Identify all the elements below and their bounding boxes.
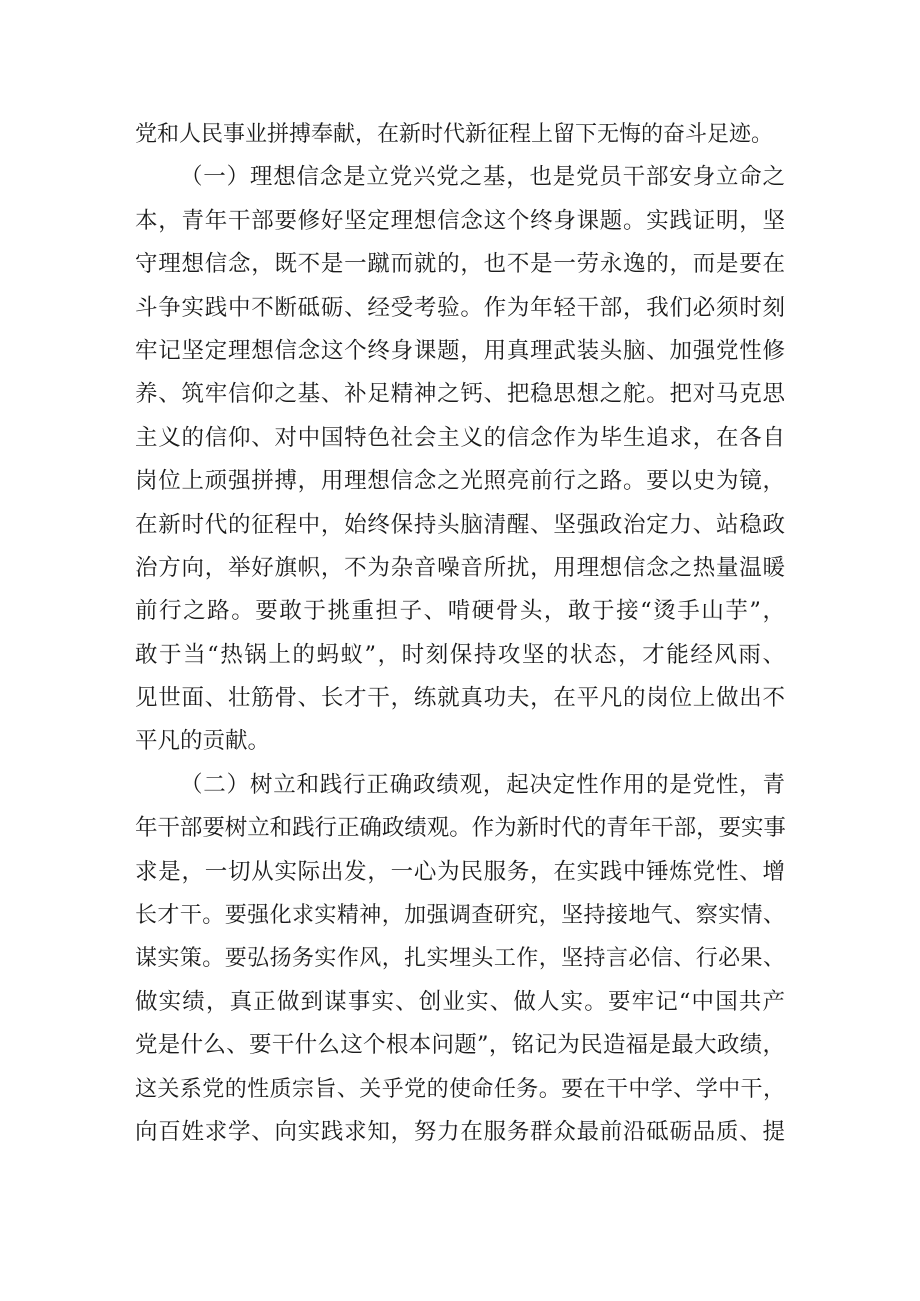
text-line: 在新时代的征程中，始终保持头脑清醒、坚强政治定力、站稳政 [135,511,785,538]
text-line: 这关系党的性质宗旨、关乎党的使命任务。要在干中学、学中干， [135,1076,785,1102]
text-line: 前行之路。要敢于挑重担子、啃硬骨头，敢于接“烫手山芋”， [135,598,785,625]
text-line: 做实绩，真正做到谋事实、创业实、做人实。要牢记“中国共产 [135,988,785,1015]
text-line: 治方向，举好旗帜，不为杂音噪音所扰，用理想信念之热量温暖 [135,554,785,581]
paragraph-1-first-line: （一）理想信念是立党兴党之基，也是党员干部安身立命之 [180,164,785,191]
text-line: 求是，一切从实际出发，一心为民服务，在实践中锤炼党性、增 [135,858,785,885]
text-line: 党和人民事业拼搏奉献，在新时代新征程上留下无悔的奋斗足迹。 [135,122,774,147]
document-body [135,113,785,1154]
text-line: 岗位上顽强拼搏，用理想信念之光照亮前行之路。要以史为镜， [135,468,785,495]
text-line: 斗争实践中不断砥砺、经受考验。作为年轻干部，我们必须时刻 [135,294,785,321]
text-line: 向百姓求学、向实践求知，努力在服务群众最前沿砥砺品质、提 [135,1118,785,1145]
text-line: 年干部要树立和践行正确政绩观。作为新时代的青年干部，要实事 [135,815,785,842]
text-line: 见世面、壮筋骨、长才干，练就真功夫，在平凡的岗位上做出不 [135,685,785,712]
text-line: 主义的信仰、对中国特色社会主义的信念作为毕生追求，在各自 [135,424,785,451]
text-line: 党是什么、要干什么这个根本问题”，铭记为民造福是最大政绩， [135,1032,785,1059]
text-line: 长才干。要强化求实精神，加强调查研究，坚持接地气、察实情、 [135,903,785,929]
text-line: 敢于当“热锅上的蚂蚁”，时刻保持攻坚的状态，才能经风雨、 [135,641,785,668]
text-line: 牢记坚定理想信念这个终身课题，用真理武装头脑、加强党性修 [135,337,785,364]
paragraph-2-first-line: （二）树立和践行正确政绩观，起决定性作用的是党性，青 [180,771,785,798]
text-line: 本，青年干部要修好坚定理想信念这个终身课题。实践证明，坚 [135,207,785,234]
text-line: 养、筑牢信仰之基、补足精神之钙、把稳思想之舵。把对马克思 [135,381,785,408]
text-line: 谋实策。要弘扬务实作风，扎实埋头工作，坚持言必信、行必果、 [135,946,785,972]
text-line: 守理想信念，既不是一蹴而就的，也不是一劳永逸的，而是要在 [135,251,785,278]
paragraph-1-last-line: 平凡的贡献。 [135,728,271,755]
